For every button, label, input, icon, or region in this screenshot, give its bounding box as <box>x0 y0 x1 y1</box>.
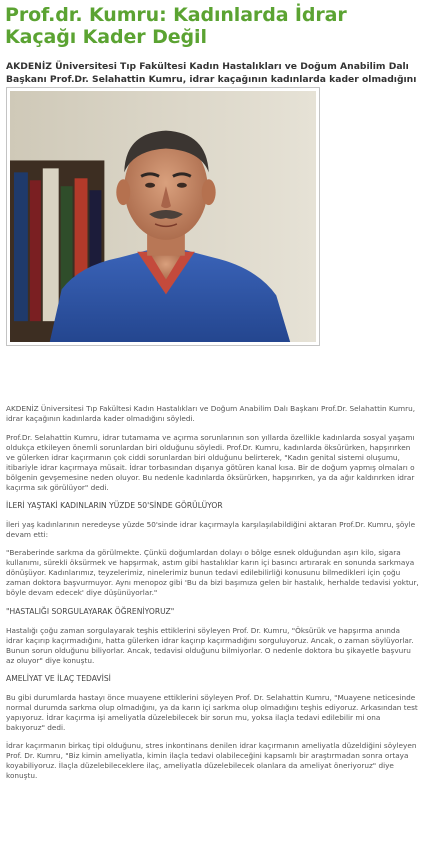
body-paragraph: İleri yaş kadınlarının neredeyse yüzde 50'sinde idrar kaçırmayla karşılaşılabildiğini aktaran Prof.Dr. Kumru, şöyle devam etti: <box>6 519 416 539</box>
article-body <box>6 404 419 790</box>
section-heading: İLERİ YAŞTAKİ KADINLARIN YÜZDE 50'SİNDE GÖRÜLÜYOR <box>6 501 223 511</box>
body-paragraph: AKDENİZ Üniversitesi Tıp Fakültesi Kadın Hastalıkları ve Doğum Anabilim Dalı Başkanı Prof.Dr. Selahattin Kumru, idrar kaçağının kadınlarda kader olmadığını söyledi. <box>6 404 416 423</box>
doctor-portrait-image <box>10 91 316 342</box>
article-lead: AKDENİZ Üniversitesi Tıp Fakültesi Kadın Hastalıkları ve Doğum Anabilim Dalı Başkanı Prof.Dr. Selahattin Kumru, idrar kaçağının kadınlarda kader olmadığını <box>6 61 417 85</box>
body-paragraph: "Beraberinde sarkma da görülmekte. Çünkü doğumlardan dolayı o bölge esnek olduğundan aşırı kilo, sigara kullanımı, sürekli öksürmek ve hapşırmak, astım gibi hastalıklar karın içi basıncı artırarak en sonunda sarkmaya dönüşüyor. Kadınlarımız, teyzelerimiz, ninelerimiz bunun tedavi edilebilirliği konusunu bilmedikleri için çoğu zaman doktora başvurmuyor. Aynı menopoz gibi 'Bu da bizi başımıza gelen bir hastalık, herhalde tedavisi yoktur, böyle devam edecek' diye düşünüyorlar." <box>6 548 419 598</box>
body-paragraph: Hastalığı çoğu zaman sorgulayarak teşhis ettiklerini söyleyen Prof. Dr. Kumru, "Öksürük ve hapşırma anında idrar kaçırıp kaçırmadığını, hatta gülerken idrar kaçırıp kaçırmadığını sorguluyoruz. Ancak, o zaman söylüyorlar. Bunun sorun olduğunu biliyorlar. Ancak, tedavisi olduğunu bilmiyorlar. O nedenle doktora bu şikayetle başvuru az oluyor" diye konuştu. <box>6 625 414 665</box>
article-title: Prof.dr. Kumru: Kadınlarda İdrar Kaçağı Kader Değil <box>5 4 347 48</box>
section-heading: "HASTALIĞI SORGULAYARAK ÖĞRENİYORUZ" <box>6 606 175 616</box>
article-photo <box>6 87 320 346</box>
body-paragraph: Bu gibi durumlarda hastayı önce muayene ettiklerini söyleyen Prof. Dr. Selahattin Kumru, "Muayene neticesinde normal durumda sarkma olup olmadığını, ya da karın içi sarkma olup olmadığını teşhis ediyoruz. Arkasından test yapıyoruz. İdrar kaçırma işi ameliyatla düzelebilecek bir sorun mu, yoksa ilaçla tedavi edilebilir mi ona bakıyoruz" dedi. <box>6 692 418 732</box>
body-paragraph: İdrar kaçırmanın birkaç tipi olduğunu, stres inkontinans denilen idrar kaçırmanın ameliyatla düzeldiğini söyleyen Prof. Dr. Kumru, "Biz kimin ameliyatla, kimin ilaçla tedavi olabileceğini kapsamlı bir araştırmadan sonra ortaya koyabiliyoruz. İlaçla düzelebileceklere ilaç, ameliyatla düzelebilecek olanlara da ameliyat öneriyoruz" diye konuştu. <box>6 741 417 781</box>
section-heading: AMELİYAT VE İLAÇ TEDAVİSİ <box>6 674 111 684</box>
body-paragraph: Prof.Dr. Selahattin Kumru, idrar tutamama ve açırma sorunlarının son yıllarda özellikle kadınlarda sosyal yaşamı oldukça etkileyen önemli sorunlardan biri olduğunu söyledi. Prof.Dr. Kumru, kadınlarda öksürürken, hapşırırken ve gülerken idrar kaçırmanın çok ciddi sorunlardan biri olduğunu belirterek, "Kadın genital sistemi oluşumu, itibariyle idrar kaçırmaya müsait. İdrar torbasından dışarıya götüren kanal kısa. Bir de doğum yapmış olmaları o bölgenin gevşemesine neden oluyor. Bu nedenle kadınlarda öksürürken, hapşırırken, ya da ağır kaldırırken idrar kaçırma sık görülüyor" dedi. <box>6 432 415 492</box>
